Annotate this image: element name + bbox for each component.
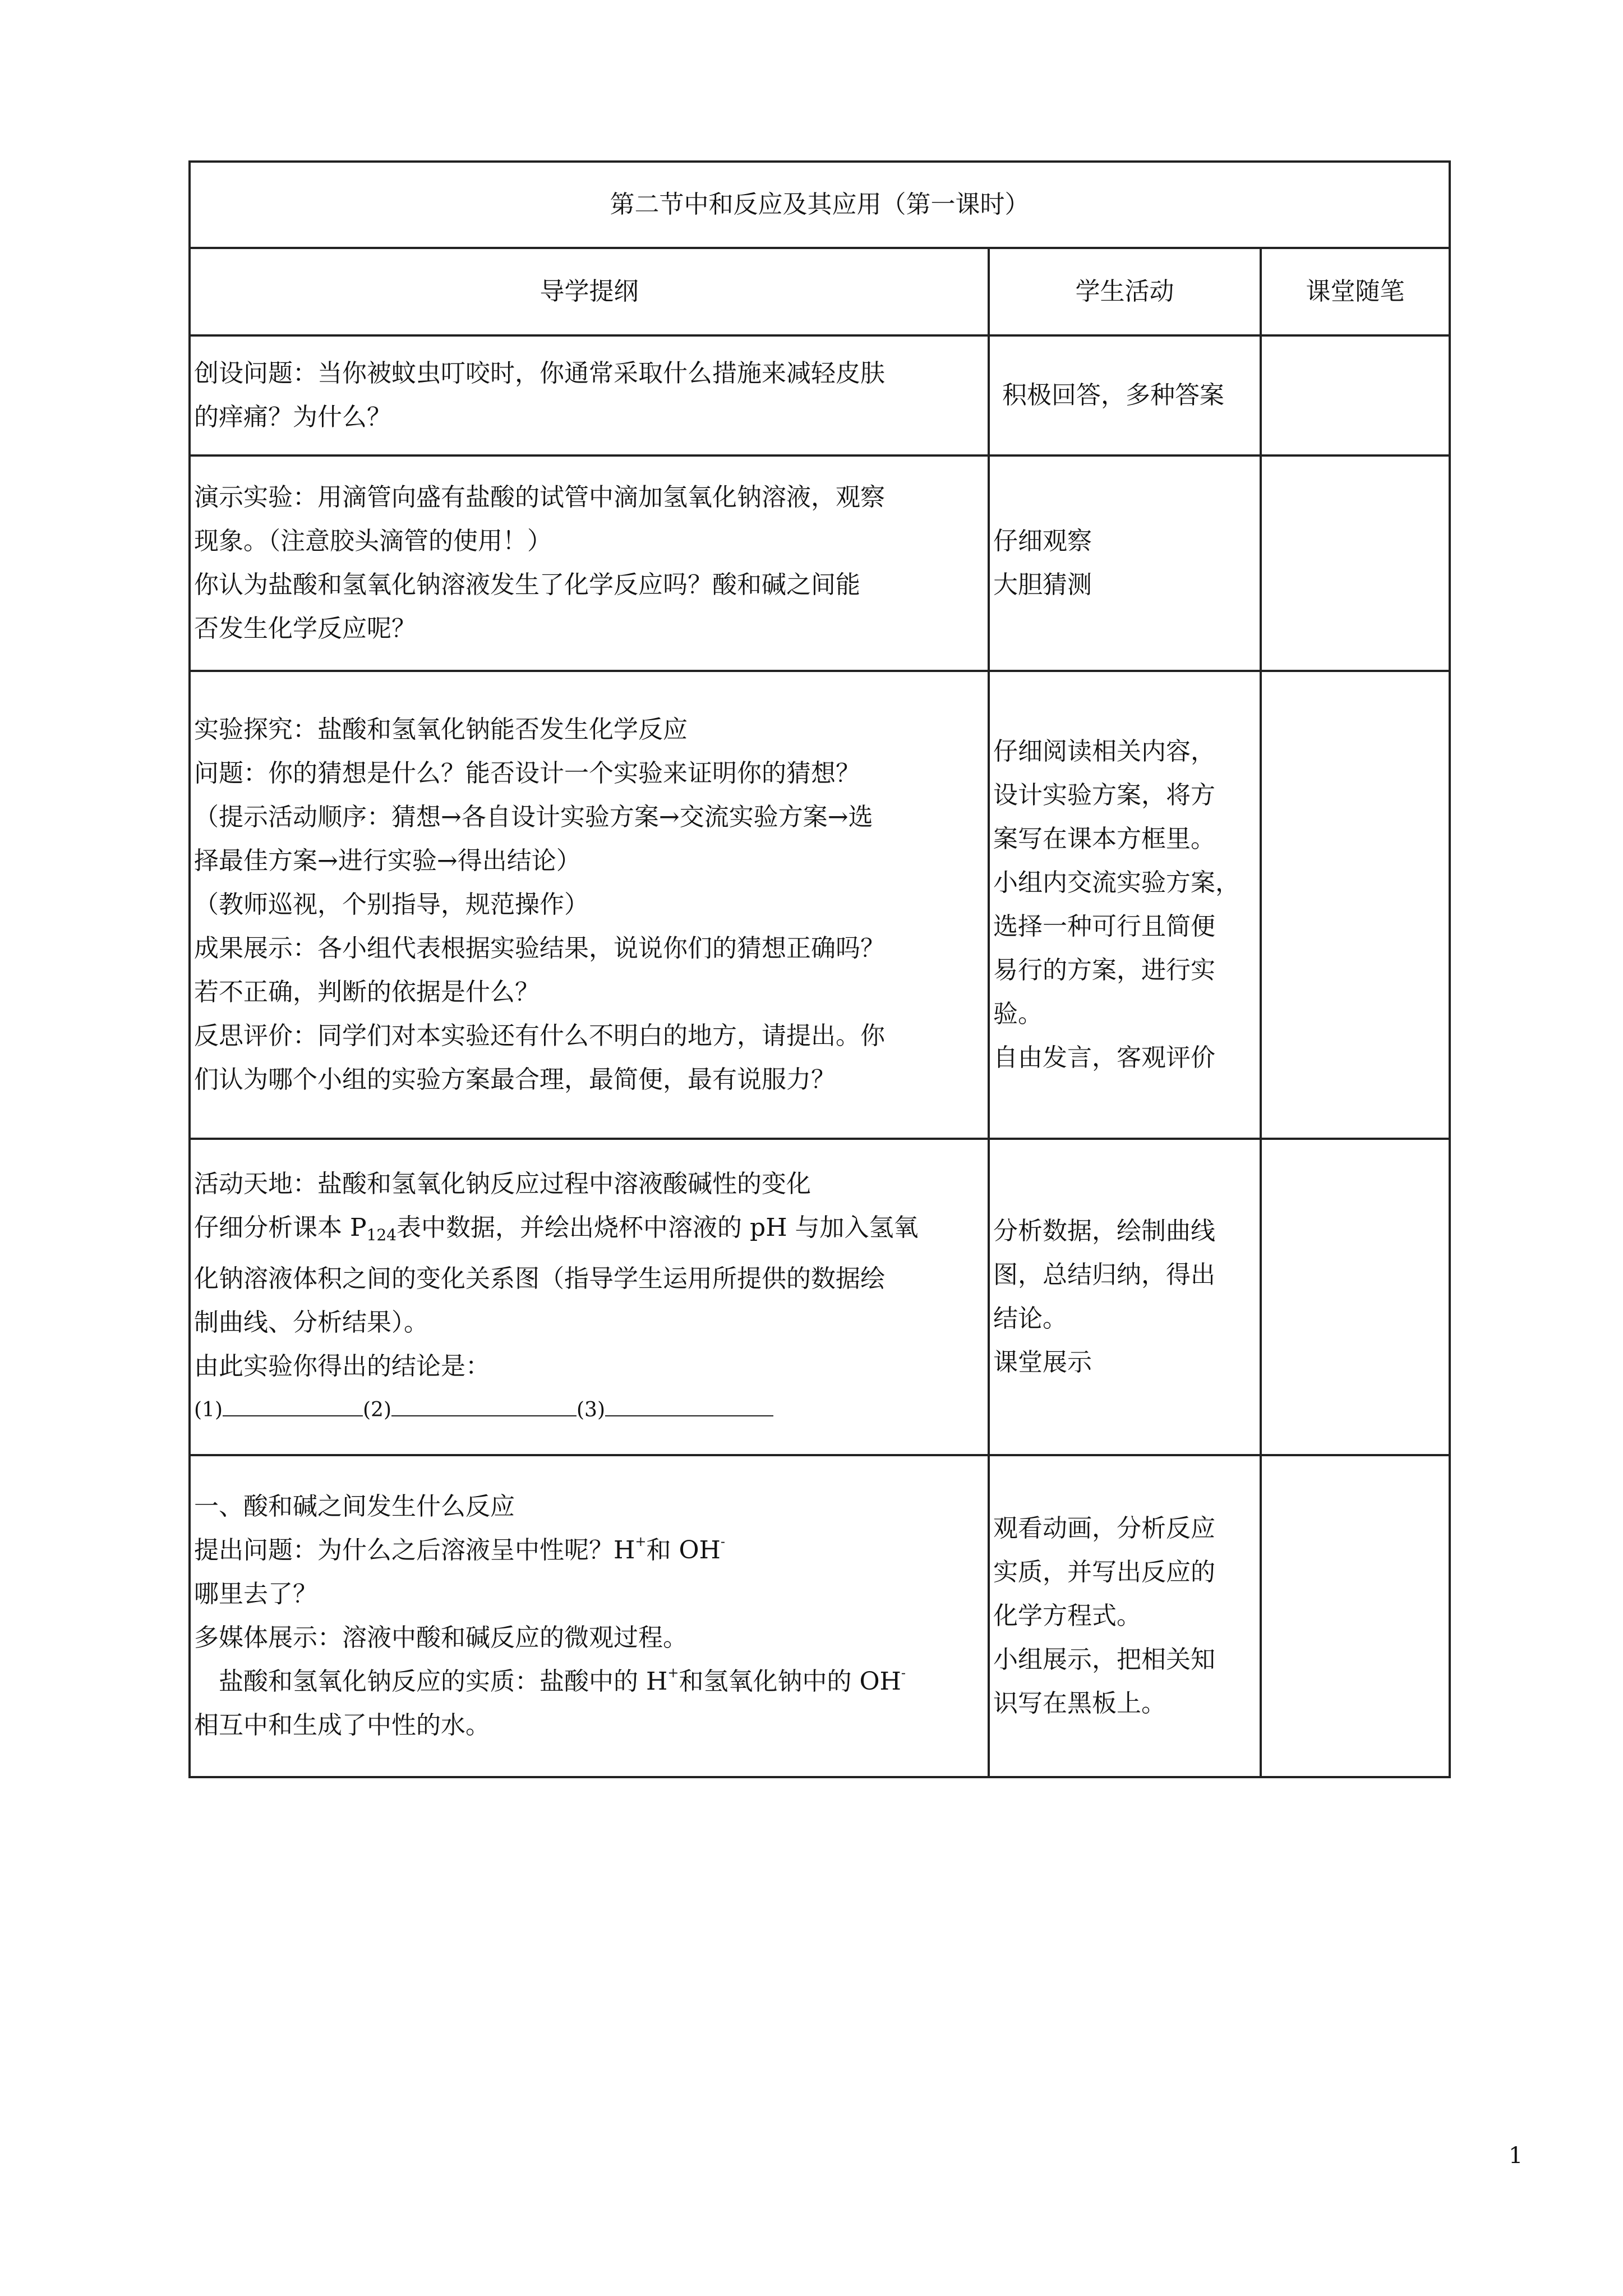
blank-label-2: (2) (363, 1398, 391, 1421)
activity-line: 自由发言，客观评价 (993, 1043, 1215, 1072)
guide-line: 成果展示：各小组代表根据实验结果，说说你们的猜想正确吗？ (194, 934, 885, 963)
answer-blank-2[interactable] (391, 1398, 577, 1416)
lesson-plan-table (188, 160, 1451, 1778)
notes-cell (1261, 1139, 1450, 1455)
activity-line: 仔细观察 (993, 527, 1092, 555)
blank-label-1: (1) (194, 1398, 223, 1421)
guide-line: 提出问题：为什么之后溶液呈中性呢？H+和 OH- (194, 1534, 726, 1565)
activity-line: 小组展示，把相关知 (993, 1645, 1215, 1674)
blank-label-3: (3) (577, 1398, 605, 1421)
guide-cell (190, 671, 989, 1139)
guide-line: 现象。（注意胶头滴管的使用！） (194, 527, 552, 555)
activity-line: 观看动画，分析反应 (993, 1514, 1215, 1543)
activity-line: 仔细阅读相关内容， (993, 737, 1215, 766)
activity-line: 选择一种可行且简便 (993, 912, 1215, 941)
header-row (190, 248, 1450, 335)
table-row (190, 671, 1450, 1139)
activity-cell (989, 1139, 1261, 1455)
guide-line: 演示实验：用滴管向盛有盐酸的试管中滴加氢氧化钠溶液，观察 (194, 483, 885, 512)
guide-line: 仔细分析课本 $P_{124}$表中数据，并绘出烧杯中溶液的 pH 与加入氢氧 (194, 1213, 919, 1244)
lesson-title: 第二节中和反应及其应用（第一课时） (190, 162, 1450, 248)
activity-line: 图，总结归纳，得出 (993, 1260, 1215, 1289)
activity-line: 实质，并写出反应的 (993, 1558, 1215, 1586)
notes-cell (1261, 671, 1450, 1139)
activity-line: 案写在课本方框里。 (993, 825, 1215, 853)
activity-line: 分析数据，绘制曲线 (993, 1217, 1215, 1245)
activity-line: 积极回答，多种答案 (1002, 381, 1224, 409)
guide-line: 实验探究：盐酸和氢氧化钠能否发生化学反应 (194, 715, 688, 744)
guide-line: 否发生化学反应呢？ (194, 614, 416, 643)
activity-cell (989, 455, 1261, 671)
guide-line: 你认为盐酸和氢氧化钠溶液发生了化学反应吗？酸和碱之间能 (194, 570, 860, 599)
activity-line: 验。 (993, 1000, 1043, 1028)
notes-cell (1261, 1455, 1450, 1777)
table-row (190, 1455, 1450, 1777)
conclusion-blanks (194, 1388, 984, 1432)
page-subscript: 124 (366, 1225, 397, 1244)
guide-line: 活动天地：盐酸和氢氧化钠反应过程中溶液酸碱性的变化 (194, 1169, 811, 1198)
title-row (190, 162, 1450, 248)
guide-line: 盐酸和氢氧化钠反应的实质：盐酸中的 H+和氢氧化钠中的 OH- (219, 1665, 906, 1696)
guide-line: 问题：你的猜想是什么？能否设计一个实验来证明你的猜想？ (194, 759, 860, 788)
guide-line: 们认为哪个小组的实验方案最合理，最简便，最有说服力？ (194, 1065, 836, 1094)
guide-line: 的痒痛？为什么？ (194, 403, 391, 431)
activity-line: 易行的方案，进行实 (993, 956, 1215, 984)
activity-cell (989, 335, 1261, 455)
activity-line: 化学方程式。 (993, 1602, 1141, 1630)
answer-blank-3[interactable] (605, 1398, 773, 1416)
guide-cell (190, 1455, 989, 1777)
page-number: 1 (1509, 2143, 1523, 2169)
guide-line: 反思评价：同学们对本实验还有什么不明白的地方，请提出。你 (194, 1022, 885, 1050)
guide-line: 化钠溶液体积之间的变化关系图（指导学生运用所提供的数据绘 (194, 1264, 885, 1293)
activity-cell (989, 1455, 1261, 1777)
guide-line: 哪里去了？ (194, 1580, 317, 1608)
guide-line: 若不正确，判断的依据是什么？ (194, 978, 540, 1006)
guide-line: 多媒体展示：溶液中酸和碱反应的微观过程。 (194, 1623, 688, 1652)
activity-line: 结论。 (993, 1304, 1067, 1333)
guide-line: 制曲线、分析结果）。 (194, 1308, 428, 1337)
guide-line: 由此实验你得出的结论是： (194, 1351, 490, 1381)
activity-line: 小组内交流实验方案， (993, 868, 1240, 897)
guide-line: 创设问题：当你被蚊虫叮咬时，你通常采取什么措施来减轻皮肤 (194, 359, 885, 388)
activity-cell (989, 671, 1261, 1139)
guide-cell (190, 455, 989, 671)
activity-line: 识写在黑板上。 (993, 1689, 1166, 1718)
table-row (190, 335, 1450, 455)
guide-line: （教师巡视，个别指导，规范操作） (194, 890, 589, 919)
guide-cell (190, 335, 989, 455)
guide-line: 一、酸和碱之间发生什么反应 (194, 1492, 515, 1521)
activity-line: 设计实验方案，将方 (993, 781, 1215, 809)
notes-cell (1261, 455, 1450, 671)
notes-cell (1261, 335, 1450, 455)
header-activity: 学生活动 (989, 248, 1261, 335)
guide-line: 相互中和生成了中性的水。 (194, 1711, 490, 1740)
table-row (190, 1139, 1450, 1455)
header-notes: 课堂随笔 (1261, 248, 1450, 335)
header-guide: 导学提纲 (190, 248, 989, 335)
guide-line: 择最佳方案→进行实验→得出结论） (194, 846, 581, 875)
guide-cell (190, 1139, 989, 1455)
activity-line: 大胆猜测 (993, 570, 1092, 599)
activity-line: 课堂展示 (993, 1348, 1092, 1377)
table-row (190, 455, 1450, 671)
guide-line: （提示活动顺序：猜想→各自设计实验方案→交流实验方案→选 (194, 803, 873, 831)
answer-blank-1[interactable] (223, 1398, 363, 1416)
